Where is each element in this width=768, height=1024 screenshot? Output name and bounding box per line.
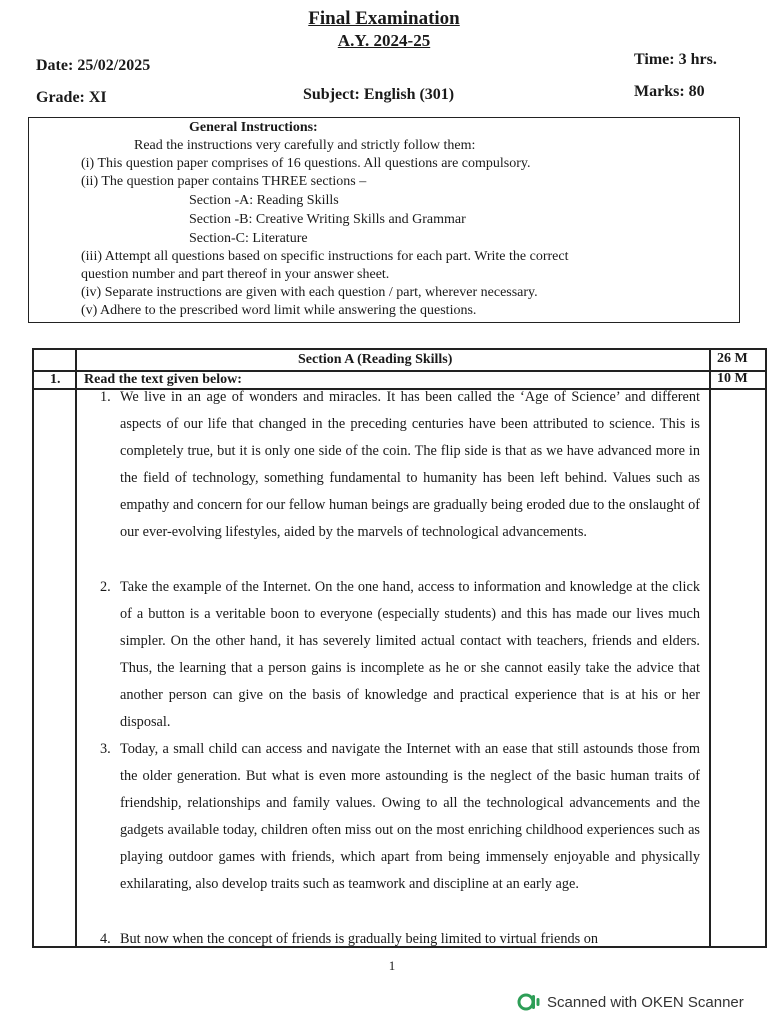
table-border	[75, 348, 77, 948]
general-instructions-box	[28, 117, 740, 323]
instructions-intro: Read the instructions very carefully and strictly follow them:	[134, 138, 476, 153]
paragraph-text: We live in an age of wonders and miracles. It has been called the ‘Age of Science’ and different aspects of our life that changed in the preceding centuries have been attributed to science. This is completely true, but it is only one side of the coin. The flip side is that as we have advanced more in the field of technology, something fundamental to humanity has been left behind. Values such as empathy and concern for our fellow human beings are gradually being eroded due to the onslaught of our ever-evolving lifestyles, aided by the marvels of technological advancements.	[120, 389, 700, 540]
subject: Subject: English (301)	[303, 86, 455, 103]
academic-year: A.Y. 2024-25	[337, 31, 431, 50]
paragraph-text: Take the example of the Internet. On the one hand, access to information and knowledge at the click of a button is a veritable boon to everyone (especially students) and this has made our lives much simpler. On the other hand, it has severely limited actual contact with teachers, friends and elders. Thus, the learning that a person gains is incomplete as he or she cannot easily take the advice that another person can give on the basis of knowledge and practical experience that is at his or her disposal.	[120, 579, 700, 730]
table-border	[709, 348, 711, 948]
passage-paragraph	[90, 574, 700, 736]
instruction-item-2: (ii) The question paper contains THREE sections –	[81, 174, 367, 189]
question-number: 1.	[50, 372, 61, 387]
paragraph-text: But now when the concept of friends is gradually being limited to virtual friends on	[120, 931, 599, 947]
instruction-item-4: (iv) Separate instructions are given with each question / part, wherever necessary.	[81, 285, 538, 300]
passage-paragraph	[90, 384, 700, 546]
oken-scanner-logo-icon	[517, 990, 541, 1014]
scanner-text: Scanned with OKEN Scanner	[547, 993, 744, 1011]
table-border	[765, 348, 767, 948]
exam-title: Final Examination	[308, 8, 460, 29]
question-marks: 10 M	[717, 371, 748, 386]
table-border	[32, 348, 34, 948]
section-a-title: Section A (Reading Skills)	[298, 352, 453, 367]
page-number: 1	[388, 958, 396, 973]
instructions-heading: General Instructions:	[189, 120, 318, 135]
paragraph-text: Today, a small child can access and navigate the Internet with an ease that still astounds those from the older generation. But what is even more astounding is the neglect of the basic human traits of friendship, relationships and family values. Owing to all the technological advancements and the gadgets available today, children often miss out on the most enriching childhood experiences such as playing outdoor games with friends, which apart from being immensely enjoyable and physically exhilarating, also develop traits such as teamwork and discipline at an early age.	[120, 741, 700, 892]
scanner-watermark	[517, 990, 744, 1014]
paragraph-number: 2.	[100, 579, 111, 595]
section-list-item: Section -B: Creative Writing Skills and Grammar	[189, 212, 466, 227]
instruction-item-3: (iii) Attempt all questions based on specific instructions for each part. Write the correct	[81, 249, 569, 264]
question-text: Read the text given below:	[84, 372, 242, 387]
instruction-item-5: (v) Adhere to the prescribed word limit while answering the questions.	[81, 303, 477, 318]
instruction-item-1: (i) This question paper comprises of 16 questions. All questions are compulsory.	[81, 156, 531, 171]
table-border	[32, 348, 766, 350]
paragraph-number: 1.	[100, 389, 111, 405]
section-list-item: Section -A: Reading Skills	[189, 193, 339, 208]
section-a-marks: 26 M	[717, 351, 748, 366]
section-list-item: Section-C: Literature	[189, 231, 308, 246]
passage-paragraph	[90, 736, 700, 898]
passage-paragraph	[90, 926, 700, 953]
grade: Grade: XI	[36, 89, 107, 106]
instruction-item-3-cont: question number and part thereof in your answer sheet.	[81, 267, 390, 282]
exam-time: Time: 3 hrs.	[634, 51, 717, 68]
total-marks: Marks: 80	[634, 83, 705, 100]
paragraph-number: 4.	[100, 931, 111, 947]
paragraph-number: 3.	[100, 741, 111, 757]
exam-date: Date: 25/02/2025	[36, 57, 151, 74]
